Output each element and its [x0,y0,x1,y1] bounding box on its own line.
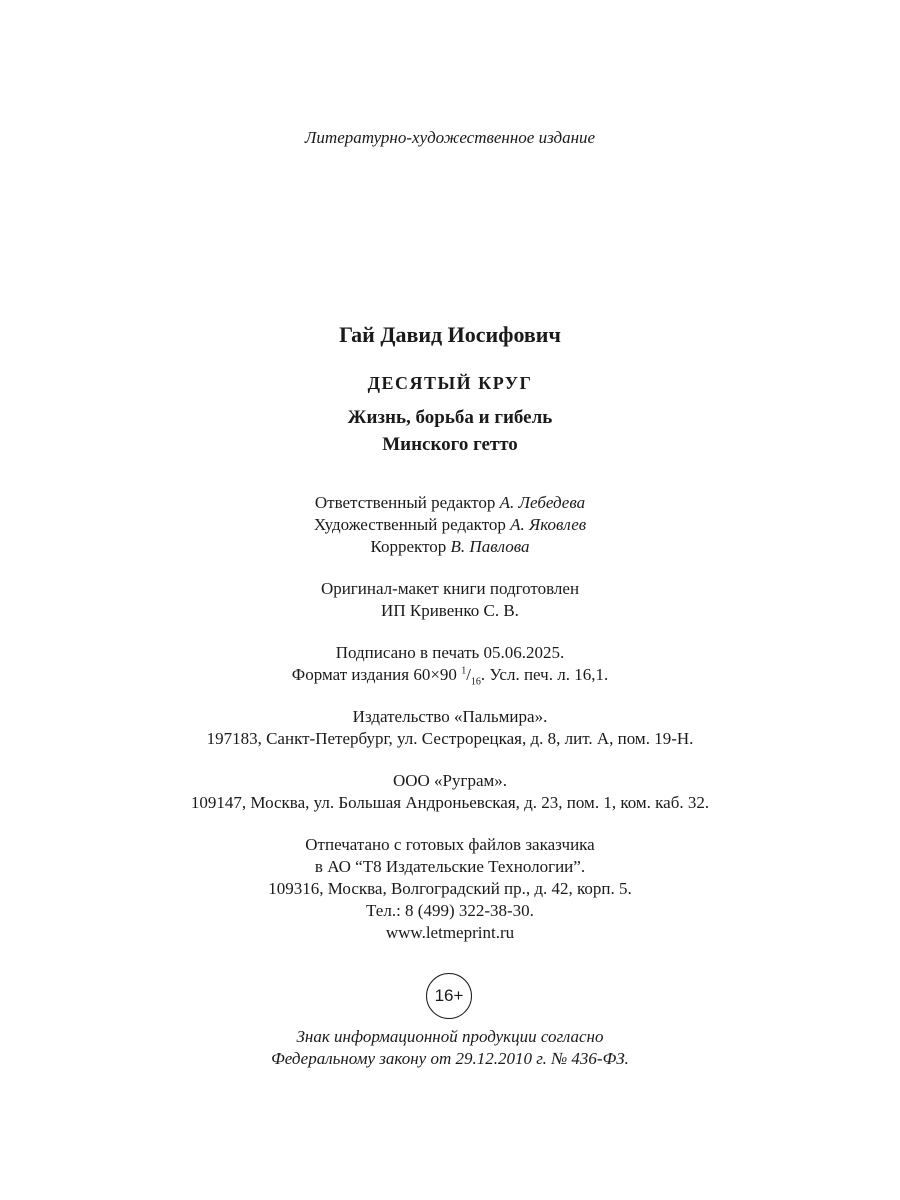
credit-role: Корректор [370,537,447,556]
credit-role: Ответственный редактор [314,493,496,512]
age-rating-badge: 16+ [426,973,472,1019]
distributor-address: 109147, Москва, ул. Большая Андроньевская, д. 23, пом. 1, ком. каб. 32. [190,793,710,812]
printer-address: 109316, Москва, Волгоградский пр., д. 42, корп. 5. [268,879,632,898]
format-prefix: Формат издания 60×90 [291,665,457,684]
age-notice-line-2: Федеральному закону от 29.12.2010 г. № 436-ФЗ. [271,1049,629,1068]
layout-credit-line-2: ИП Кривенко С. В. [381,601,519,620]
format-denominator: 16 [470,676,481,688]
subtitle-line-1: Жизнь, борьба и гибель [347,407,553,428]
credit-role: Художественный редактор [313,515,506,534]
credit-art-editor [0,515,900,535]
credit-person: В. Павлова [450,537,530,556]
printer-website: www.letmeprint.ru [385,923,515,942]
book-title: ДЕСЯТЫЙ КРУГ [367,373,533,393]
publisher-name: Издательство «Пальмира». [352,707,548,726]
format-slash: / [466,665,471,684]
author-name: Гай Давид Иосифович [339,322,561,347]
genre-line: Литературно-художественное издание [304,128,596,147]
credit-person: А. Яковлев [510,515,587,534]
format-line [0,665,900,687]
credit-executive-editor [0,493,900,513]
age-notice-line-1: Знак информационной продукции согласно [296,1027,604,1046]
publisher-address: 197183, Санкт-Петербург, ул. Сестрорецкая, д. 8, лит. А, пом. 19-Н. [206,729,694,748]
subtitle-line-2: Минского гетто [382,434,518,455]
credit-proofreader [0,537,900,557]
distributor-name: ООО «Руграм». [392,771,508,790]
printer-line-2: в АО “Т8 Издательские Технологии”. [314,857,586,876]
printer-phone: Тел.: 8 (499) 322-38-30. [366,901,534,920]
credit-person: А. Лебедева [499,493,586,512]
printer-line-1: Отпечатано с готовых файлов заказчика [305,835,595,854]
layout-credit-line-1: Оригинал-макет книги подготовлен [320,579,580,598]
format-numerator: 1 [461,665,467,677]
signed-to-print: Подписано в печать 05.06.2025. [335,643,565,662]
format-suffix: . Усл. печ. л. 16,1. [480,665,609,684]
